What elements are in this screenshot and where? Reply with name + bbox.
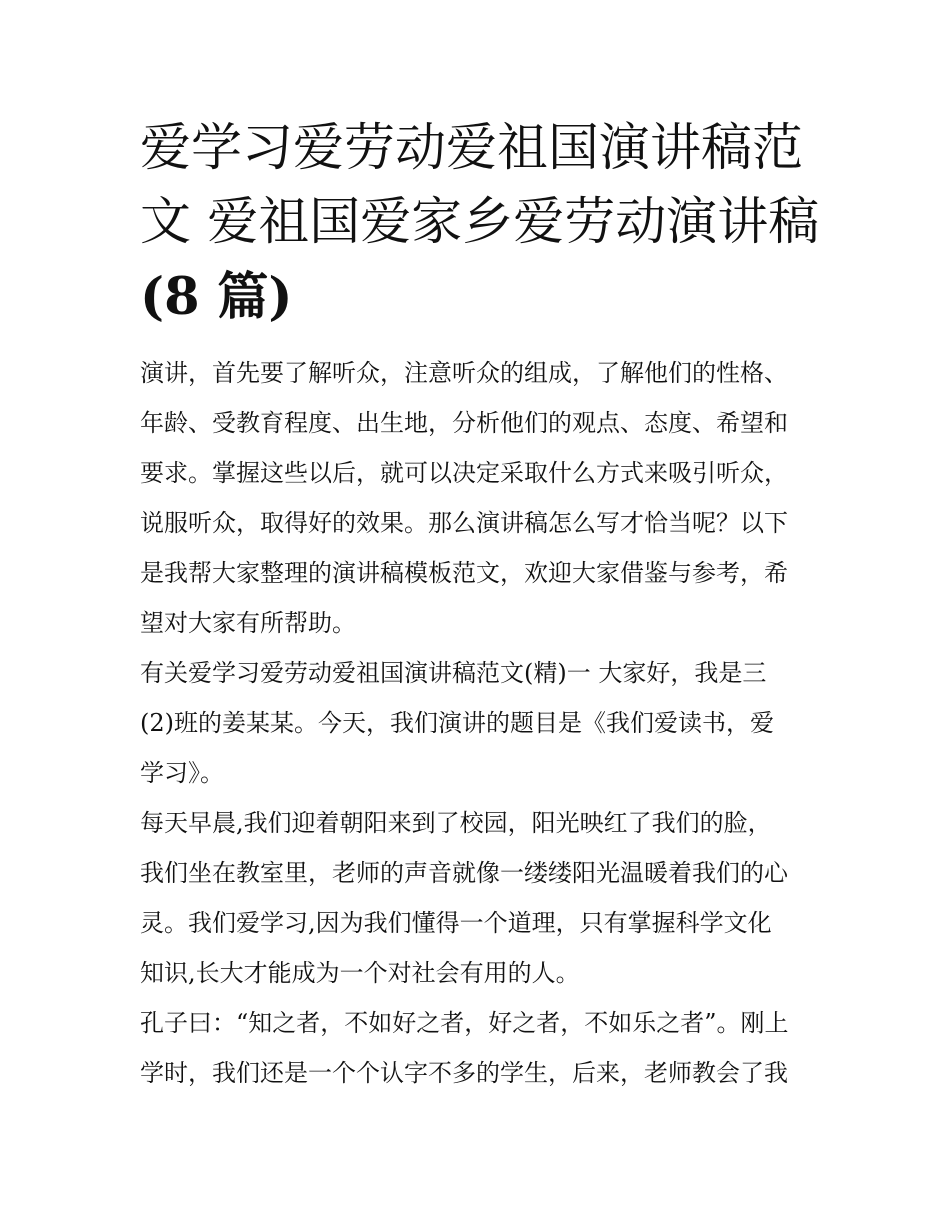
document-body [140,348,820,1098]
text-line: 我们坐在教室里，老师的声音就像一缕缕阳光温暖着我们的心 [140,859,788,887]
paragraph-morning [140,798,820,998]
text-line: 望对大家有所帮助。 [140,609,356,637]
text-line: 学习》。 [140,759,224,787]
text-line: 学时，我们还是一个个认字不多的学生，后来，老师教会了我 [140,1059,788,1087]
text-line: 演讲，首先要了解听众，注意听众的组成，了解他们的性格、 [140,359,788,387]
document-page [140,112,820,1098]
text-line: 每天早晨,我们迎着朝阳来到了校园，阳光映红了我们的脸， [140,809,772,837]
title-line: (8 篇) [140,267,293,327]
text-line: 知识,长大才能成为一个对社会有用的人。 [140,959,580,987]
title-line: 文 爱祖国爱家乡爱劳动演讲稿 [140,193,820,252]
text-line: 灵。我们爱学习,因为我们懂得一个道理，只有掌握科学文化 [140,909,772,937]
text-line: 要求。掌握这些以后，就可以决定采取什么方式来吸引听众， [140,459,788,487]
paragraph-greeting [140,648,820,798]
document-title [140,112,820,334]
paragraph-intro [140,348,820,648]
text-line: 是我帮大家整理的演讲稿模板范文，欢迎大家借鉴与参考，希 [140,559,788,587]
paragraph-confucius [140,998,820,1098]
text-line: 有关爱学习爱劳动爱祖国演讲稿范文(精)一 大家好，我是三 [140,659,767,687]
text-line: (2)班的姜某某。今天，我们演讲的题目是《我们爱读书，爱 [140,709,774,737]
text-line: 说服听众，取得好的效果。那么演讲稿怎么写才恰当呢？以下 [140,509,788,537]
text-line: 孔子曰：“知之者，不如好之者，好之者，不如乐之者”。刚上 [140,1009,789,1037]
text-line: 年龄、受教育程度、出生地，分析他们的观点、态度、希望和 [140,409,788,437]
title-line: 爱学习爱劳动爱祖国演讲稿范 [140,119,804,178]
